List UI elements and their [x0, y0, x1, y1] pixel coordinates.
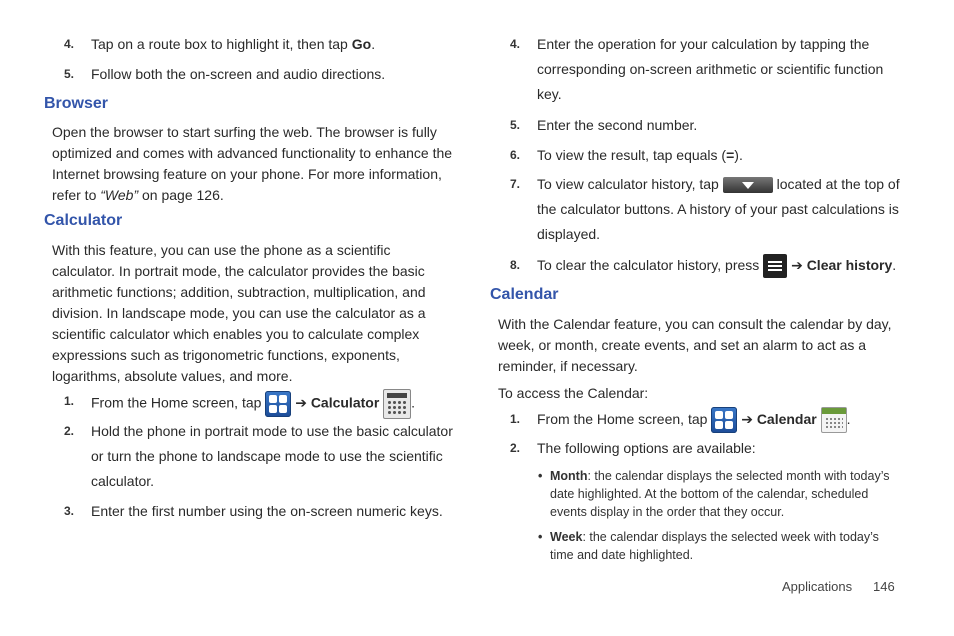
browser-paragraph: Open the browser to start surfing the web. The browser is fully optimized and comes with advanced functionality to enhance the Internet browsing feature on your phone. For more information, refer to “Web” on page 126. — [52, 124, 453, 203]
calc-step-8: 8. To clear the calculator history, press ➔ Clear history. — [510, 253, 900, 278]
calc-step-6: 6. To view the result, tap equals (=). — [510, 147, 743, 163]
apps-icon[interactable] — [711, 407, 737, 433]
calendar-access-text: To access the Calendar: — [498, 385, 649, 401]
calculator-paragraph: With this feature, you can use the phone as a scientific calculator. In portrait mode, the calculator provides the basic arithmetic functions; addition, subtraction, multiplication, and division. In landscape mode, you can use the calculator as a scientific calculator which enables you to calculate complex expressions such as trigonometric functions, exponents, logarithms, absolute values, and more. — [52, 242, 426, 384]
calc-step-3: 3. Enter the first number using the on-screen numeric keys. — [64, 503, 443, 519]
history-dropdown-icon[interactable] — [723, 177, 773, 193]
apps-icon[interactable] — [265, 391, 291, 417]
calendar-step-2: 2. The following options are available: — [510, 440, 756, 456]
calculator-icon[interactable] — [383, 389, 411, 419]
footer-section-label: Applications — [782, 579, 853, 594]
calc-step-2: 2. Hold the phone in portrait mode to use the basic calculator or turn the phone to landscape mode to use the scientific calculator. — [64, 423, 453, 489]
calendar-heading: Calendar — [490, 286, 559, 303]
menu-key-icon[interactable] — [763, 254, 787, 278]
calendar-paragraph: With the Calendar feature, you can consult the calendar by day, week, or month, create events, and set an alarm to act as a reminder, if necessary. — [498, 316, 892, 374]
calc-step-5: 5. Enter the second number. — [510, 117, 698, 133]
bullet-month: • Month: the calendar displays the selected month with today’s date highlighted. At the bottom of the calendar, scheduled events display in the order that they occur. — [538, 469, 890, 519]
calc-step-7: 7. To view calculator history, tap located at the top of the calculator buttons. A history of your past calculations is displayed. — [510, 176, 900, 242]
calc-step-1: 1. From the Home screen, tap ➔ Calculator . — [64, 389, 444, 419]
step-5-directions: 5. Follow both the on-screen and audio directions. — [64, 66, 386, 82]
calendar-icon[interactable] — [821, 407, 847, 433]
page-number: 146 — [873, 579, 895, 594]
calc-step-4: 4. Enter the operation for your calculation by tapping the corresponding on-screen arithmetic or scientific function key. — [510, 36, 884, 102]
web-reference-link[interactable]: “Web” — [100, 187, 139, 203]
calculator-heading: Calculator — [44, 212, 123, 229]
browser-heading: Browser — [44, 95, 109, 112]
calendar-step-1: 1. From the Home screen, tap ➔ Calendar . — [510, 407, 900, 433]
bullet-week: • Week: the calendar displays the selected week with today’s time and date highlighted. — [538, 530, 879, 562]
step-4-route: 4. Tap on a route box to highlight it, then tap Go. — [64, 36, 376, 52]
